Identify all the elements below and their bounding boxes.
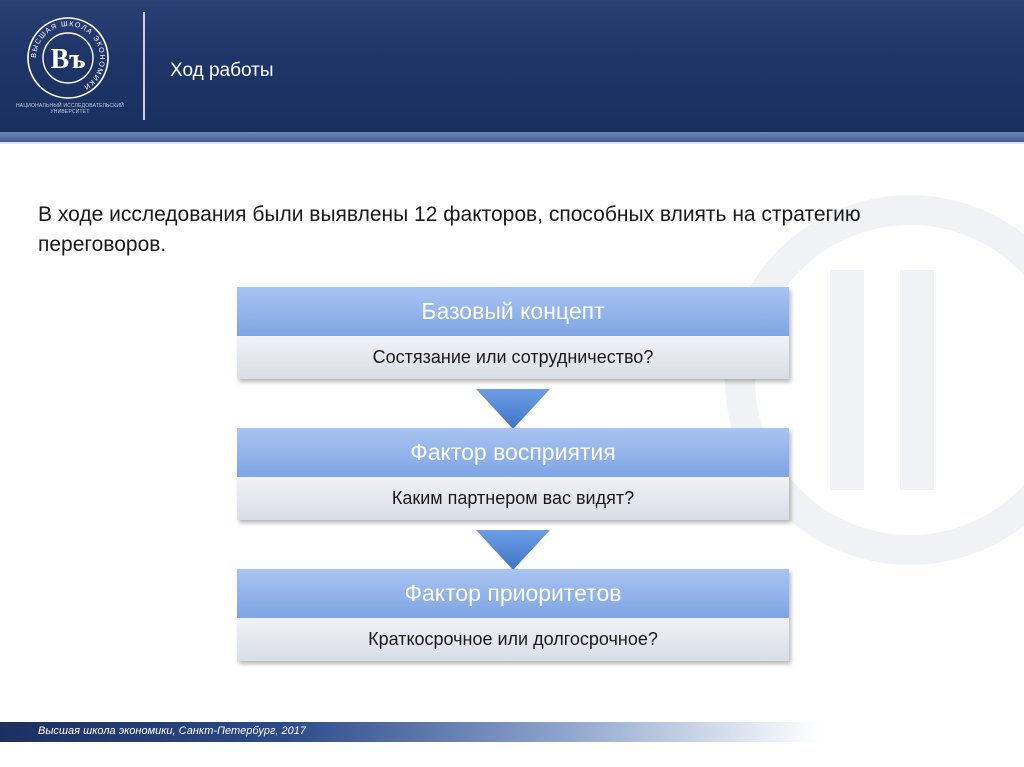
block-base-concept	[237, 287, 789, 379]
block-priority-factor	[237, 569, 789, 661]
intro-text: В ходе исследования были выявлены 12 факторов, способных влиять на стратегию переговоров.	[38, 203, 861, 256]
header-divider	[143, 12, 145, 120]
logo-ring-text: ВЫСШАЯ ШКОЛА ЭКОНОМИКИ	[28, 18, 108, 93]
down-arrow-icon	[476, 530, 550, 570]
slide-header	[0, 0, 1024, 132]
header-stripe-light	[0, 142, 1024, 144]
block-perception-factor	[237, 428, 789, 520]
footer-text: Высшая школа экономики, Санкт-Петербург, 2017	[38, 725, 306, 737]
logo-caption: НАЦИОНАЛЬНЫЙ ИССЛЕДОВАТЕЛЬСКИЙ УНИВЕРСИТЕТ	[16, 103, 124, 115]
block-subtitle: Каким партнером вас видят?	[237, 477, 789, 520]
block-title: Фактор приоритетов	[237, 569, 789, 618]
block-subtitle: Краткосрочное или долгосрочное?	[237, 618, 789, 661]
hse-logo	[26, 16, 110, 100]
block-title: Фактор восприятия	[237, 428, 789, 477]
down-arrow-icon	[476, 389, 550, 429]
slide-title: Ход работы	[170, 60, 274, 81]
logo-letter: Въ	[50, 44, 86, 75]
block-title: Базовый концепт	[237, 287, 789, 336]
header-stripe	[0, 132, 1024, 142]
block-subtitle: Состязание или сотрудничество?	[237, 336, 789, 379]
